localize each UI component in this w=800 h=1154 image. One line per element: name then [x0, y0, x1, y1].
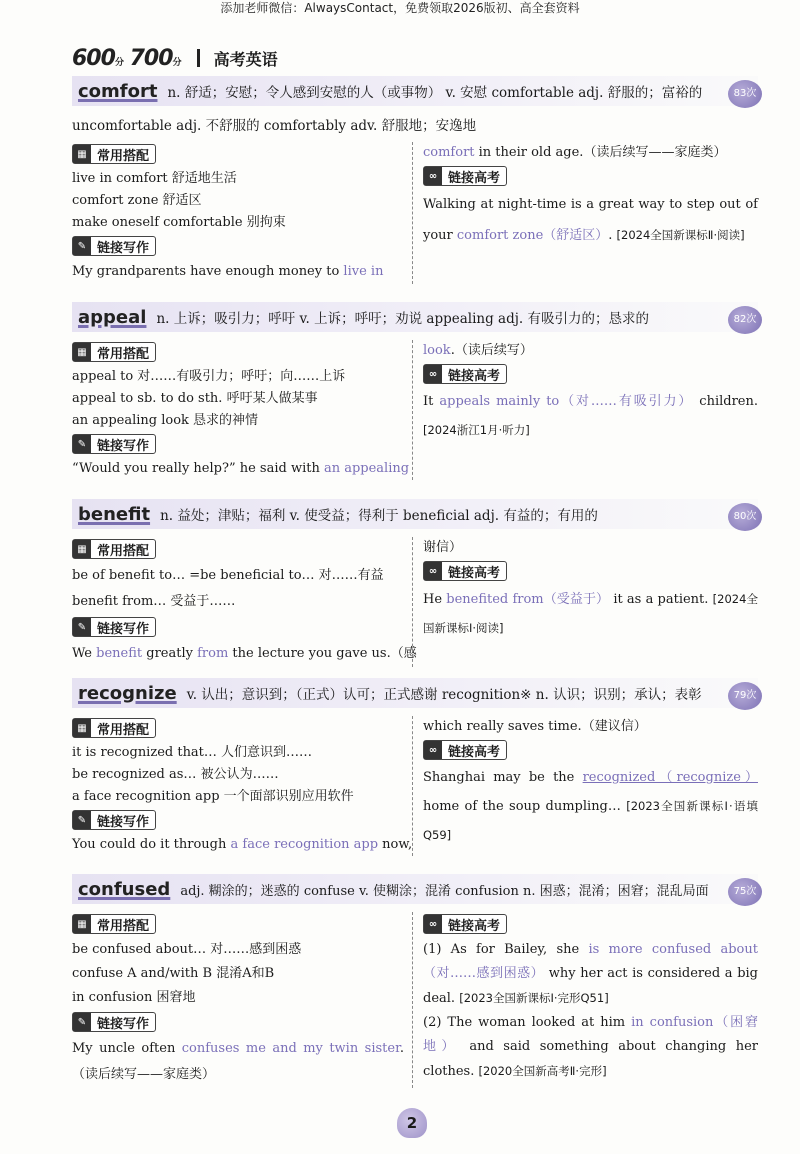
- frequency-badge: 83次: [728, 80, 762, 108]
- collocation-item: in confusion 困窘地: [72, 990, 196, 1005]
- writing-tag: ✎ 链接写作: [72, 810, 156, 830]
- entry-recognize: [72, 678, 758, 856]
- meaning: n. 上诉；吸引力；呼吁 v. 上诉；呼吁；劝说 appealing adj. 有吸引力的；恳求的: [156, 311, 650, 327]
- right-column: [412, 716, 758, 856]
- collocation-item: appeal to sb. to do sth. 呼吁某人做某事: [72, 391, 318, 406]
- right-column: [412, 912, 758, 1088]
- collocation-item: live in comfort 舒适地生活: [72, 171, 237, 186]
- meaning: n. 益处；津贴；福利 v. 使受益；得利于 beneficial adj. 有益的；有用的: [160, 508, 598, 524]
- entry-head: [72, 76, 758, 106]
- right-column: [412, 537, 758, 667]
- headword: benefit: [78, 503, 151, 525]
- left-column: [72, 142, 412, 284]
- headword: appeal: [78, 306, 147, 328]
- writing-example: My grandparents have enough money to live in: [72, 264, 384, 279]
- grid-icon: ▦: [73, 145, 91, 163]
- entry-head: [72, 678, 758, 708]
- headword: confused: [78, 878, 171, 900]
- collocation-item: comfort zone 舒适区: [72, 193, 202, 208]
- collocation-tag: ▦ 常用搭配: [72, 718, 156, 738]
- writing-tag: ✎ 链接写作: [72, 236, 156, 256]
- exam-example: Shanghai may be the recognized（recognize） home of the soup dumpling… [2023全国新课标Ⅰ·语填Q59]: [423, 770, 758, 842]
- writing-example: My uncle often confuses me and my twin sister.（读后续写——家庭类）: [72, 1041, 404, 1082]
- collocation-item: it is recognized that… 人们意识到……: [72, 745, 313, 760]
- frequency-badge: 79次: [728, 682, 762, 710]
- exam-example-1: (1) As for Bailey, she is more confused about（对……感到困惑） why her act is considered a big deal. [2023全国新课标Ⅰ·完形Q51]: [423, 942, 758, 1006]
- page-header: [72, 42, 278, 74]
- collocation-item: benefit from… 受益于……: [72, 594, 236, 609]
- collocation-tag: ▦ 常用搭配: [72, 342, 156, 362]
- left-column: [72, 537, 417, 667]
- collocation-item: an appealing look 恳求的神情: [72, 413, 259, 428]
- writing-example-continued: look.（读后续写）: [423, 343, 533, 358]
- writing-example: We benefit greatly from the lecture you gave us.（感: [72, 646, 417, 661]
- link-icon: ∞: [424, 562, 442, 580]
- right-column: [412, 340, 758, 480]
- grid-icon: ▦: [73, 540, 91, 558]
- collocation-tag: ▦ 常用搭配: [72, 914, 156, 934]
- entry-confused: [72, 874, 758, 1088]
- headword: comfort: [78, 80, 158, 102]
- writing-example: “Would you really help?” he said with an appealing: [72, 461, 410, 476]
- exam-example: It appeals mainly to（对……有吸引力） children. [2024浙江1月·听力]: [423, 394, 759, 437]
- exam-tag: ∞ 链接高考: [423, 740, 507, 760]
- page-number: 2: [397, 1108, 427, 1138]
- collocation-item: be confused about… 对……感到困惑: [72, 942, 302, 957]
- entry-head: [72, 499, 758, 529]
- exam-tag: ∞ 链接高考: [423, 561, 507, 581]
- collocation-item: a face recognition app 一个面部识别应用软件: [72, 789, 354, 804]
- link-icon: ∞: [424, 167, 442, 185]
- exam-tag: ∞ 链接高考: [423, 166, 507, 186]
- writing-example: You could do it through a face recognition app now,: [72, 837, 413, 852]
- writing-example-continued: which really saves time.（建议信）: [423, 719, 647, 734]
- pencil-icon: ✎: [73, 811, 91, 829]
- collocation-item: be of benefit to… =be beneficial to… 对……有益: [72, 568, 384, 583]
- pencil-icon: ✎: [73, 1013, 91, 1031]
- entry-head: [72, 874, 758, 904]
- link-icon: ∞: [424, 915, 442, 933]
- frequency-badge: 80次: [728, 503, 762, 531]
- page-subtitle: 高考英语: [213, 49, 278, 69]
- entry-benefit: [72, 499, 758, 667]
- meaning: n. 舒适；安慰；令人感到安慰的人（或事物） v. 安慰 comfortable adj. 舒服的；富裕的: [167, 85, 703, 101]
- left-column: [72, 912, 412, 1088]
- top-note: 添加老师微信：AlwaysContact，免费领取2026版初、高全套资料: [220, 1, 580, 15]
- meaning: v. 认出；意识到；（正式）认可；正式感谢 recognition※ n. 认识；识别；承认；表彰: [186, 687, 702, 703]
- brand-logo: 600分 700分: [72, 45, 181, 71]
- exam-tag: ∞ 链接高考: [423, 914, 507, 934]
- right-column: [412, 142, 758, 284]
- link-icon: ∞: [424, 365, 442, 383]
- meaning: adj. 糊涂的；迷惑的 confuse v. 使糊涂；混淆 confusion n. 困惑；混淆；困窘；混乱局面: [180, 883, 709, 899]
- divider: [197, 49, 200, 67]
- meaning-continued: uncomfortable adj. 不舒服的 comfortably adv. 舒服地；安逸地: [72, 118, 477, 134]
- writing-tag: ✎ 链接写作: [72, 617, 156, 637]
- writing-tag: ✎ 链接写作: [72, 434, 156, 454]
- left-column: [72, 716, 412, 856]
- frequency-badge: 75次: [728, 878, 762, 906]
- collocation-item: be recognized as… 被公认为……: [72, 767, 279, 782]
- pencil-icon: ✎: [73, 618, 91, 636]
- writing-example-continued: comfort in their old age.（读后续写——家庭类）: [423, 145, 727, 160]
- collocation-item: appeal to 对……有吸引力；呼吁；向……上诉: [72, 369, 346, 384]
- collocation-tag: ▦ 常用搭配: [72, 539, 156, 559]
- left-column: [72, 340, 412, 480]
- headword: recognize: [78, 682, 177, 704]
- exam-tag: ∞ 链接高考: [423, 364, 507, 384]
- entry-head: [72, 302, 758, 332]
- collocation-tag: ▦ 常用搭配: [72, 144, 156, 164]
- exam-example: He benefited from（受益于） it as a patient. [2024全国新课标Ⅰ·阅读]: [423, 592, 758, 635]
- grid-icon: ▦: [73, 719, 91, 737]
- exam-example-2: (2) The woman looked at him in confusion（困窘地） and said something about changing her clothes. [2020全国新高考Ⅱ·完形]: [423, 1015, 758, 1079]
- exam-example: Walking at night-time is a great way to step out of your comfort zone（舒适区）. [2024全国新课标Ⅱ·阅读]: [423, 197, 758, 243]
- pencil-icon: ✎: [73, 435, 91, 453]
- collocation-item: confuse A and/with B 混淆A和B: [72, 966, 275, 981]
- grid-icon: ▦: [73, 343, 91, 361]
- entry-appeal: [72, 302, 758, 480]
- entry-comfort: [72, 76, 758, 284]
- writing-example-continued: 谢信）: [423, 540, 463, 555]
- frequency-badge: 82次: [728, 306, 762, 334]
- collocation-item: make oneself comfortable 别拘束: [72, 215, 286, 230]
- writing-tag: ✎ 链接写作: [72, 1012, 156, 1032]
- pencil-icon: ✎: [73, 237, 91, 255]
- link-icon: ∞: [424, 741, 442, 759]
- grid-icon: ▦: [73, 915, 91, 933]
